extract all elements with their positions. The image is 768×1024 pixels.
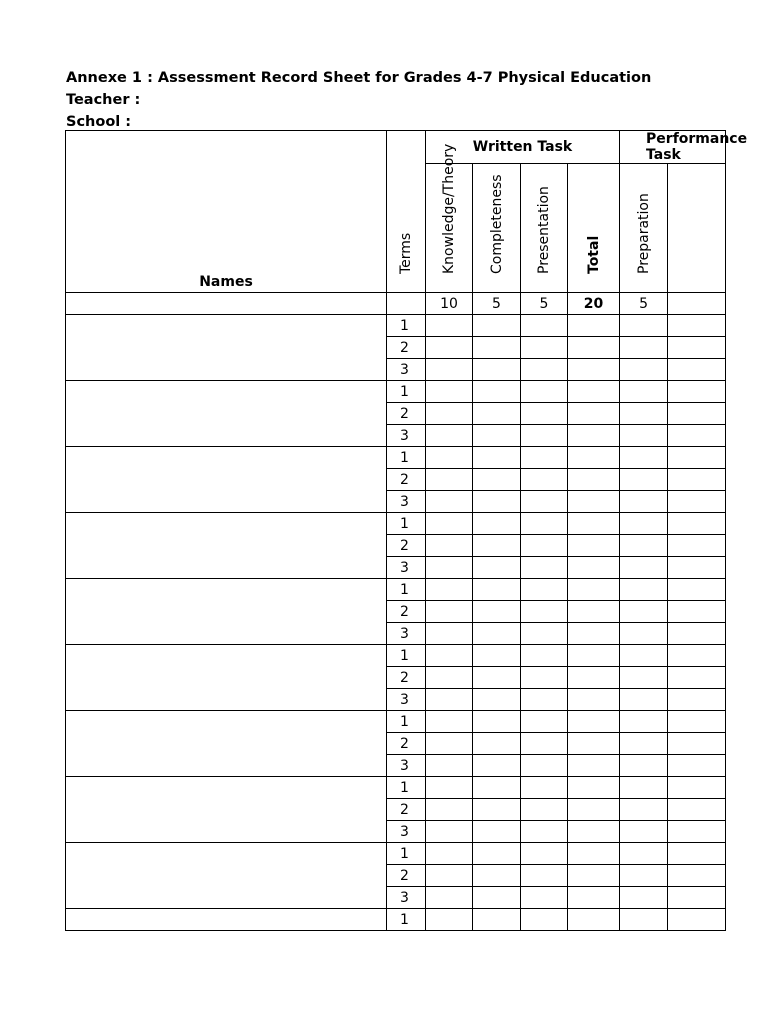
- score-cell[interactable]: [568, 843, 620, 865]
- student-term-row: [66, 777, 726, 799]
- score-cell[interactable]: [668, 469, 726, 491]
- term-number: 1: [387, 777, 426, 799]
- score-cell[interactable]: [568, 403, 620, 425]
- score-cell[interactable]: [426, 645, 473, 667]
- score-cell[interactable]: [426, 909, 473, 931]
- max-score-names-blank: [66, 293, 387, 315]
- term-number: 2: [387, 865, 426, 887]
- score-cell[interactable]: [568, 799, 620, 821]
- performance-task-header: Performance Task: [620, 131, 726, 164]
- score-cell[interactable]: [473, 755, 521, 777]
- term-number: 1: [387, 579, 426, 601]
- max-knowledge: 10: [426, 293, 473, 315]
- score-cell[interactable]: [473, 491, 521, 513]
- score-cell[interactable]: [620, 843, 668, 865]
- score-cell[interactable]: [668, 403, 726, 425]
- student-term-row: [66, 447, 726, 469]
- col-performance-extra: [668, 164, 726, 293]
- score-cell[interactable]: [473, 645, 521, 667]
- score-cell[interactable]: [568, 711, 620, 733]
- student-name-cell[interactable]: [66, 645, 387, 711]
- term-number: 1: [387, 909, 426, 931]
- score-cell[interactable]: [668, 909, 726, 931]
- score-cell[interactable]: [521, 667, 568, 689]
- written-task-header: Written Task: [426, 131, 620, 164]
- score-cell[interactable]: [620, 381, 668, 403]
- score-cell[interactable]: [426, 447, 473, 469]
- score-cell[interactable]: [426, 601, 473, 623]
- score-cell[interactable]: [620, 601, 668, 623]
- score-cell[interactable]: [521, 579, 568, 601]
- score-cell[interactable]: [521, 733, 568, 755]
- max-preparation: 5: [620, 293, 668, 315]
- term-number: 3: [387, 821, 426, 843]
- student-name-cell[interactable]: [66, 447, 387, 513]
- student-name-cell[interactable]: [66, 843, 387, 909]
- term-number: 1: [387, 843, 426, 865]
- score-cell[interactable]: [620, 645, 668, 667]
- student-term-row: [66, 381, 726, 403]
- score-cell[interactable]: [426, 469, 473, 491]
- score-cell[interactable]: [668, 711, 726, 733]
- score-cell[interactable]: [668, 535, 726, 557]
- score-cell[interactable]: [521, 623, 568, 645]
- score-cell[interactable]: [426, 403, 473, 425]
- max-score-terms-blank: [387, 293, 426, 315]
- score-cell[interactable]: [568, 337, 620, 359]
- term-number: 1: [387, 711, 426, 733]
- score-cell[interactable]: [426, 865, 473, 887]
- score-cell[interactable]: [620, 403, 668, 425]
- score-cell[interactable]: [568, 579, 620, 601]
- student-name-cell[interactable]: [66, 777, 387, 843]
- score-cell[interactable]: [473, 887, 521, 909]
- score-cell[interactable]: [426, 887, 473, 909]
- score-cell[interactable]: [521, 711, 568, 733]
- score-cell[interactable]: [668, 447, 726, 469]
- score-cell[interactable]: [620, 469, 668, 491]
- score-cell[interactable]: [521, 513, 568, 535]
- score-cell[interactable]: [668, 755, 726, 777]
- score-cell[interactable]: [473, 601, 521, 623]
- score-cell[interactable]: [568, 315, 620, 337]
- score-cell[interactable]: [620, 821, 668, 843]
- score-cell[interactable]: [620, 667, 668, 689]
- score-cell[interactable]: [521, 315, 568, 337]
- score-cell[interactable]: [521, 469, 568, 491]
- score-cell[interactable]: [426, 843, 473, 865]
- score-cell[interactable]: [668, 689, 726, 711]
- score-cell[interactable]: [568, 601, 620, 623]
- score-cell[interactable]: [620, 535, 668, 557]
- score-cell[interactable]: [473, 711, 521, 733]
- score-cell[interactable]: [426, 711, 473, 733]
- score-cell[interactable]: [568, 359, 620, 381]
- col-preparation: Preparation: [620, 164, 668, 293]
- score-cell[interactable]: [668, 381, 726, 403]
- score-cell[interactable]: [473, 425, 521, 447]
- score-cell[interactable]: [668, 843, 726, 865]
- score-cell[interactable]: [473, 909, 521, 931]
- score-cell[interactable]: [568, 777, 620, 799]
- score-cell[interactable]: [473, 359, 521, 381]
- score-cell[interactable]: [568, 865, 620, 887]
- assessment-table: [65, 130, 748, 931]
- terms-header: Terms: [387, 131, 426, 293]
- score-cell[interactable]: [521, 425, 568, 447]
- score-cell[interactable]: [426, 733, 473, 755]
- score-cell[interactable]: [620, 909, 668, 931]
- score-cell[interactable]: [521, 777, 568, 799]
- score-cell[interactable]: [473, 557, 521, 579]
- max-total: 20: [568, 293, 620, 315]
- score-cell[interactable]: [426, 799, 473, 821]
- student-name-cell[interactable]: [66, 381, 387, 447]
- term-number: 3: [387, 689, 426, 711]
- score-cell[interactable]: [668, 777, 726, 799]
- score-cell[interactable]: [521, 601, 568, 623]
- score-cell[interactable]: [620, 887, 668, 909]
- student-term-row: [66, 513, 726, 535]
- score-cell[interactable]: [426, 777, 473, 799]
- score-cell[interactable]: [426, 491, 473, 513]
- term-number: 2: [387, 535, 426, 557]
- score-cell[interactable]: [568, 491, 620, 513]
- score-cell[interactable]: [568, 733, 620, 755]
- col-presentation: Presentation: [521, 164, 568, 293]
- score-cell[interactable]: [620, 315, 668, 337]
- score-cell[interactable]: [426, 337, 473, 359]
- score-cell[interactable]: [473, 777, 521, 799]
- score-cell[interactable]: [668, 579, 726, 601]
- score-cell[interactable]: [521, 403, 568, 425]
- score-cell[interactable]: [521, 799, 568, 821]
- score-cell[interactable]: [668, 623, 726, 645]
- score-cell[interactable]: [521, 447, 568, 469]
- score-cell[interactable]: [620, 689, 668, 711]
- max-extra: [668, 293, 726, 315]
- score-cell[interactable]: [473, 447, 521, 469]
- score-cell[interactable]: [521, 535, 568, 557]
- score-cell[interactable]: [521, 887, 568, 909]
- score-cell[interactable]: [620, 865, 668, 887]
- score-cell[interactable]: [473, 799, 521, 821]
- score-cell[interactable]: [620, 777, 668, 799]
- score-cell[interactable]: [426, 667, 473, 689]
- score-cell[interactable]: [668, 557, 726, 579]
- score-cell[interactable]: [426, 579, 473, 601]
- score-cell[interactable]: [568, 513, 620, 535]
- score-cell[interactable]: [620, 359, 668, 381]
- names-header: Names: [66, 131, 387, 293]
- score-cell[interactable]: [521, 557, 568, 579]
- score-cell[interactable]: [668, 865, 726, 887]
- assessment-table-viewport: [65, 130, 748, 938]
- score-cell[interactable]: [620, 557, 668, 579]
- score-cell[interactable]: [568, 447, 620, 469]
- score-cell[interactable]: [426, 359, 473, 381]
- score-cell[interactable]: [568, 755, 620, 777]
- score-cell[interactable]: [521, 491, 568, 513]
- term-number: 1: [387, 447, 426, 469]
- score-cell[interactable]: [668, 733, 726, 755]
- term-number: 3: [387, 755, 426, 777]
- term-number: 2: [387, 601, 426, 623]
- score-cell[interactable]: [668, 359, 726, 381]
- student-term-row: [66, 909, 726, 931]
- score-cell[interactable]: [568, 557, 620, 579]
- score-cell[interactable]: [620, 799, 668, 821]
- score-cell[interactable]: [473, 579, 521, 601]
- score-cell[interactable]: [620, 733, 668, 755]
- score-cell[interactable]: [568, 667, 620, 689]
- score-cell[interactable]: [568, 689, 620, 711]
- score-cell[interactable]: [521, 359, 568, 381]
- col-knowledge-theory: Knowledge/Theory: [426, 164, 473, 293]
- score-cell[interactable]: [473, 513, 521, 535]
- student-term-row: [66, 843, 726, 865]
- term-number: 3: [387, 425, 426, 447]
- score-cell[interactable]: [426, 689, 473, 711]
- max-score-row: [66, 293, 726, 315]
- term-number: 3: [387, 887, 426, 909]
- score-cell[interactable]: [426, 425, 473, 447]
- term-number: 2: [387, 733, 426, 755]
- student-name-cell[interactable]: [66, 579, 387, 645]
- score-cell[interactable]: [620, 711, 668, 733]
- term-number: 1: [387, 645, 426, 667]
- score-cell[interactable]: [568, 381, 620, 403]
- term-number: 2: [387, 469, 426, 491]
- score-cell[interactable]: [426, 821, 473, 843]
- score-cell[interactable]: [568, 535, 620, 557]
- score-cell[interactable]: [568, 623, 620, 645]
- term-number: 2: [387, 403, 426, 425]
- score-cell[interactable]: [473, 689, 521, 711]
- term-number: 1: [387, 513, 426, 535]
- score-cell[interactable]: [521, 821, 568, 843]
- score-cell[interactable]: [473, 315, 521, 337]
- score-cell[interactable]: [426, 623, 473, 645]
- student-name-cell[interactable]: [66, 711, 387, 777]
- student-term-row: [66, 711, 726, 733]
- score-cell[interactable]: [668, 491, 726, 513]
- document-title: Annexe 1 : Assessment Record Sheet for Grades 4-7 Physical Education: [66, 70, 652, 86]
- student-term-row: [66, 315, 726, 337]
- score-cell[interactable]: [521, 689, 568, 711]
- student-name-cell[interactable]: [66, 909, 387, 931]
- score-cell[interactable]: [620, 623, 668, 645]
- student-name-cell[interactable]: [66, 315, 387, 381]
- score-cell[interactable]: [668, 645, 726, 667]
- col-total: Total: [568, 164, 620, 293]
- score-cell[interactable]: [620, 579, 668, 601]
- score-cell[interactable]: [668, 821, 726, 843]
- teacher-label: Teacher :: [66, 92, 141, 108]
- score-cell[interactable]: [668, 799, 726, 821]
- score-cell[interactable]: [473, 403, 521, 425]
- score-cell[interactable]: [668, 513, 726, 535]
- score-cell[interactable]: [426, 513, 473, 535]
- score-cell[interactable]: [521, 337, 568, 359]
- term-number: 3: [387, 491, 426, 513]
- score-cell[interactable]: [521, 843, 568, 865]
- score-cell[interactable]: [668, 887, 726, 909]
- score-cell[interactable]: [620, 491, 668, 513]
- score-cell[interactable]: [521, 865, 568, 887]
- score-cell[interactable]: [668, 315, 726, 337]
- score-cell[interactable]: [473, 733, 521, 755]
- score-cell[interactable]: [473, 337, 521, 359]
- score-cell[interactable]: [473, 843, 521, 865]
- max-presentation: 5: [521, 293, 568, 315]
- term-number: 2: [387, 337, 426, 359]
- score-cell[interactable]: [473, 381, 521, 403]
- student-term-row: [66, 645, 726, 667]
- score-cell[interactable]: [620, 755, 668, 777]
- score-cell[interactable]: [668, 601, 726, 623]
- score-cell[interactable]: [426, 557, 473, 579]
- school-label: School :: [66, 114, 132, 130]
- score-cell[interactable]: [473, 667, 521, 689]
- score-cell[interactable]: [426, 315, 473, 337]
- max-completeness: 5: [473, 293, 521, 315]
- score-cell[interactable]: [521, 755, 568, 777]
- score-cell[interactable]: [568, 909, 620, 931]
- score-cell[interactable]: [473, 469, 521, 491]
- score-cell[interactable]: [568, 821, 620, 843]
- student-term-row: [66, 579, 726, 601]
- score-cell[interactable]: [473, 535, 521, 557]
- term-number: 1: [387, 315, 426, 337]
- score-cell[interactable]: [668, 337, 726, 359]
- score-cell[interactable]: [620, 337, 668, 359]
- score-cell[interactable]: [521, 381, 568, 403]
- term-number: 2: [387, 799, 426, 821]
- term-number: 1: [387, 381, 426, 403]
- score-cell[interactable]: [521, 645, 568, 667]
- score-cell[interactable]: [620, 513, 668, 535]
- score-cell[interactable]: [568, 645, 620, 667]
- col-completeness: Completeness: [473, 164, 521, 293]
- score-cell[interactable]: [473, 865, 521, 887]
- score-cell[interactable]: [568, 425, 620, 447]
- score-cell[interactable]: [668, 667, 726, 689]
- score-cell[interactable]: [426, 381, 473, 403]
- score-cell[interactable]: [568, 469, 620, 491]
- score-cell[interactable]: [568, 887, 620, 909]
- score-cell[interactable]: [620, 425, 668, 447]
- score-cell[interactable]: [521, 909, 568, 931]
- student-name-cell[interactable]: [66, 513, 387, 579]
- score-cell[interactable]: [620, 447, 668, 469]
- term-number: 3: [387, 557, 426, 579]
- score-cell[interactable]: [473, 821, 521, 843]
- score-cell[interactable]: [668, 425, 726, 447]
- term-number: 3: [387, 623, 426, 645]
- score-cell[interactable]: [426, 535, 473, 557]
- term-number: 3: [387, 359, 426, 381]
- score-cell[interactable]: [473, 623, 521, 645]
- term-number: 2: [387, 667, 426, 689]
- score-cell[interactable]: [426, 755, 473, 777]
